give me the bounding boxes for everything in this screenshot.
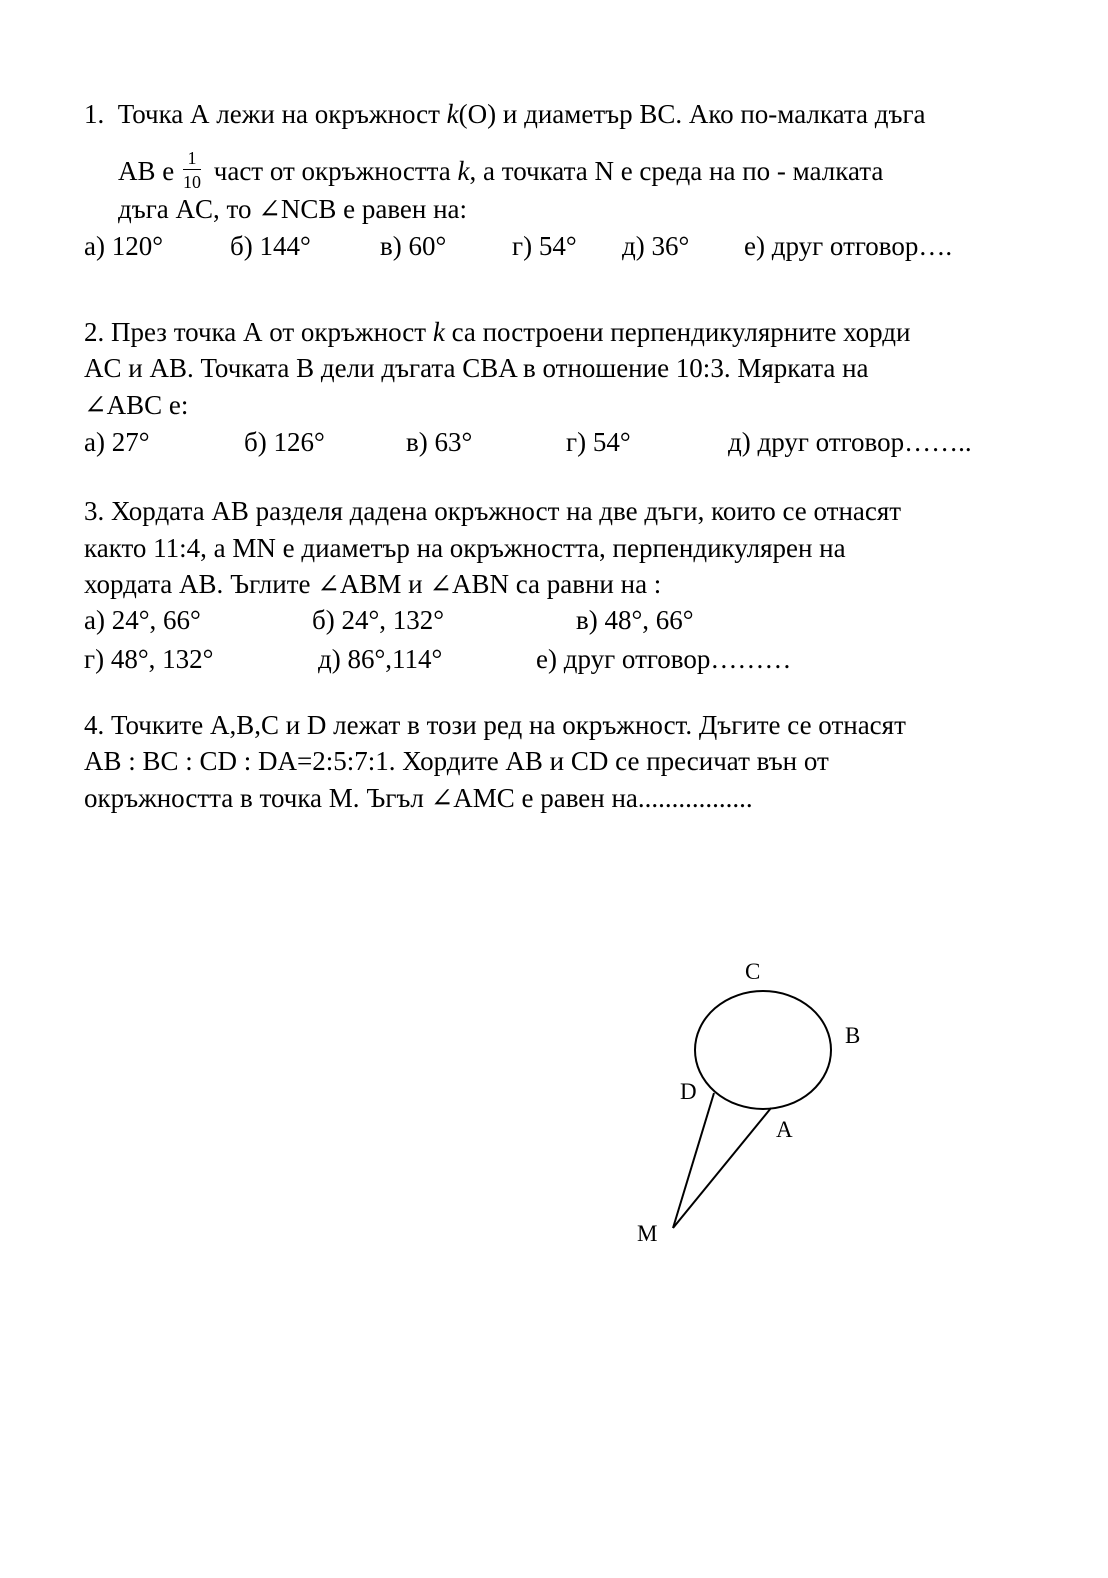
problem-1-text: (O) и диаметър BC. Ако по-малката дъга xyxy=(458,99,926,129)
problem-3-line-2: както 11:4, а MN е диаметър на окръжността, перпендикулярен на xyxy=(84,533,846,563)
problem-1-line-3: дъга AC, то ∠NCB е равен на: xyxy=(118,194,468,224)
variable-k: k xyxy=(446,99,459,129)
answer-option: б) 126° xyxy=(244,427,325,457)
chord-line-ma xyxy=(673,1108,771,1228)
variable-k: k xyxy=(432,317,445,347)
point-label-d: D xyxy=(680,1079,697,1104)
problem-4-line-3: окръжността в точка M. Ъгъл ∠AMC е равен на................. xyxy=(84,783,753,813)
answer-option: б) 144° xyxy=(230,231,311,261)
problem-1-number: 1. xyxy=(84,99,105,129)
answer-option: г) 54° xyxy=(512,231,577,261)
answer-option: в) 48°, 66° xyxy=(576,605,694,635)
answer-option: а) 120° xyxy=(84,231,164,261)
point-label-m: M xyxy=(637,1221,658,1246)
problem-1-text: , а точката N е среда на по - малката xyxy=(469,156,884,187)
fraction-denominator: 10 xyxy=(183,172,201,192)
fraction-numerator: 1 xyxy=(183,149,201,170)
problem-2-line-2: AC и AB. Точката B дели дъгата CBA в отношение 10:3. Мярката на xyxy=(84,353,869,383)
answer-option: г) 54° xyxy=(566,427,631,457)
problem-1-text: AB е xyxy=(118,156,181,187)
answer-option: д) 86°,114° xyxy=(318,644,443,674)
problem-4-line-1: 4. Точките A,B,C и D лежат в този ред на окръжност. Дъгите се отнасят xyxy=(84,710,906,740)
circle xyxy=(695,991,831,1109)
problem-3-line-1: 3. Хордата AB разделя дадена окръжност на две дъги, които се отнасят xyxy=(84,496,902,526)
answer-option: а) 27° xyxy=(84,427,150,457)
problem-4-line-2: AB : BC : CD : DA=2:5:7:1. Хордите AB и CD се пресичат вън от xyxy=(84,746,829,776)
answer-option: д) 36° xyxy=(622,231,690,261)
answer-option: а) 24°, 66° xyxy=(84,605,201,635)
problem-2-line-3: ∠ABC е: xyxy=(84,390,189,420)
answer-option: е) друг отговор……… xyxy=(536,644,792,674)
point-label-a: A xyxy=(776,1117,793,1142)
answer-option: в) 60° xyxy=(380,231,447,261)
problem-3-line-3: хордата AB. Ъглите ∠ABM и ∠ABN са равни на : xyxy=(84,569,662,599)
point-label-c: C xyxy=(745,959,761,984)
problem-2-text: са построени перпендикулярните хорди xyxy=(444,317,911,347)
answer-option: е) друг отговор…. xyxy=(744,231,953,261)
problem-1-text: част от окръжността xyxy=(207,156,458,187)
problem-1-text: Точка А лежи на окръжност xyxy=(117,99,447,129)
point-label-b: B xyxy=(845,1023,861,1048)
variable-k: k xyxy=(457,156,470,187)
problem-2-text: 2. През точка А от окръжност xyxy=(84,317,433,347)
answer-option: б) 24°, 132° xyxy=(312,605,445,635)
chord-line-md xyxy=(673,1093,714,1228)
answer-option: в) 63° xyxy=(406,427,473,457)
answer-option: д) друг отговор…….. xyxy=(728,427,972,457)
answer-option: г) 48°, 132° xyxy=(84,644,214,674)
